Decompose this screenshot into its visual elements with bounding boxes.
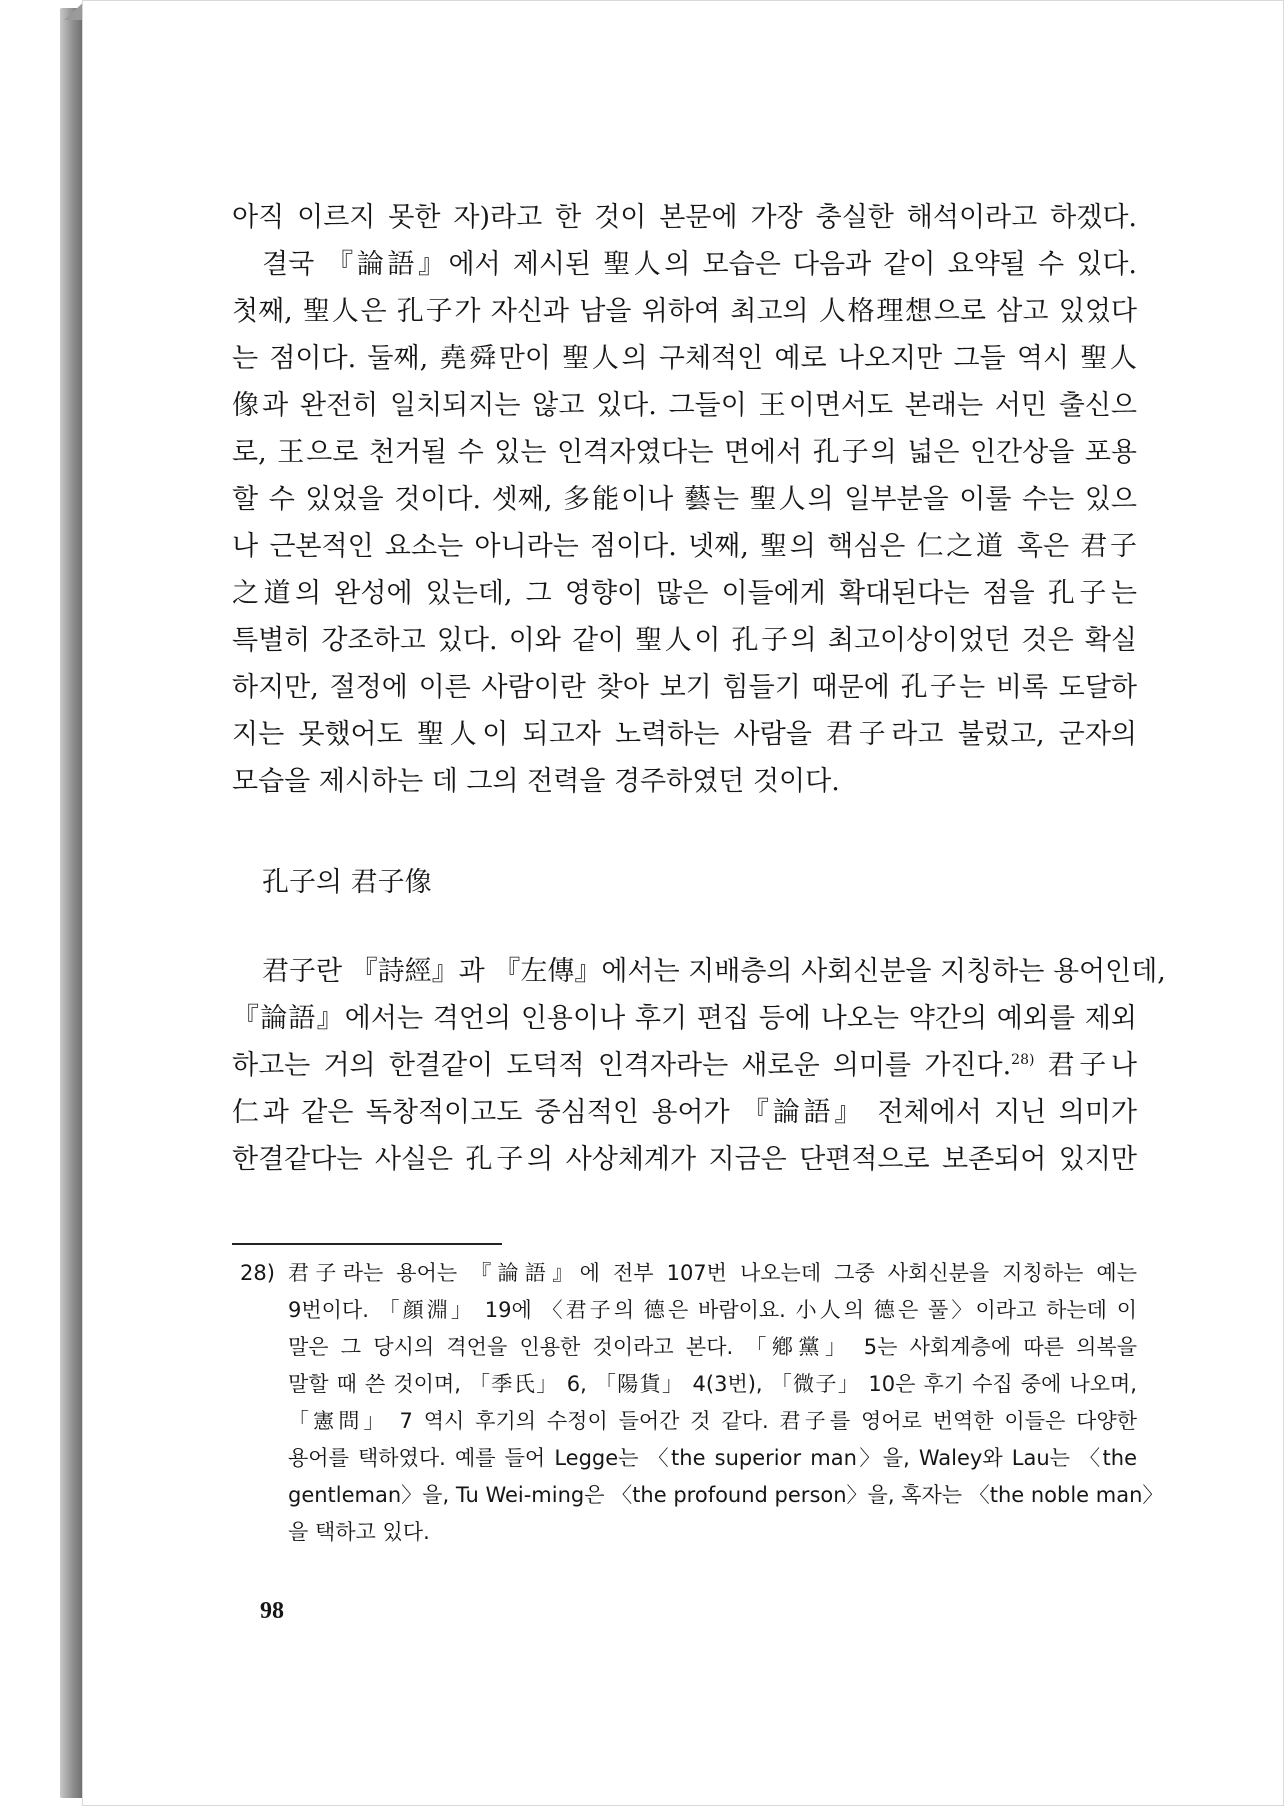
- footnote-line: 「憲問」 7 역시 후기의 수정이 들어간 것 같다. 君子를 영어로 번역한 이들은 다양한: [288, 1409, 1137, 1433]
- text-line: 는 점이다. 둘째, 堯舜만이 聖人의 구체적인 예로 나오지만 그들 역시 聖人: [232, 343, 1137, 374]
- text-line: 仁과 같은 독창적이고도 중심적인 용어가 『論語』 전체에서 지닌 의미가: [232, 1097, 1137, 1128]
- text-line: 지는 못했어도 聖人이 되고자 노력하는 사람을 君子라고 불렀고, 군자의: [232, 719, 1137, 750]
- text-line: 한결같다는 사실은 孔子의 사상체계가 지금은 단편적으로 보존되어 있지만: [232, 1144, 1137, 1175]
- text-line: 첫째, 聖人은 孔子가 자신과 남을 위하여 최고의 人格理想으로 삼고 있었다: [232, 296, 1137, 327]
- text-line: [232, 1046, 1137, 1086]
- footnote-line: 말은 그 당시의 격언을 인용한 것이라고 본다. 「鄕黨」 5는 사회계층에 따른 의복을: [288, 1335, 1137, 1359]
- footnote-line: [240, 1258, 1137, 1288]
- footnote-reference: 28): [1011, 1052, 1035, 1068]
- text-line: 아직 이르지 못한 자)라고 한 것이 본문에 가장 충실한 해석이라고 하겠다.: [232, 202, 1137, 233]
- footnote-line: 을 택하고 있다.: [288, 1520, 430, 1544]
- page-stack-edge: [60, 8, 84, 1798]
- footnote-marker: 28): [240, 1261, 275, 1285]
- section-heading: 孔子의 君子像: [262, 867, 432, 898]
- text-line: 像과 완전히 일치되지는 않고 있다. 그들이 王이면서도 본래는 서민 출신으: [232, 390, 1137, 421]
- text-line: 로, 王으로 천거될 수 있는 인격자였다는 면에서 孔子의 넓은 인간상을 포용: [232, 437, 1137, 468]
- footnote-line: 용어를 택하였다. 예를 들어 Legge는 〈the superior man〉을, Waley와 Lau는 〈the: [288, 1446, 1137, 1470]
- text-segment: 하고는 거의 한결같이 도덕적 인격자라는 새로운 의미를 가진다.: [232, 1050, 1012, 1081]
- footnote-line: 말할 때 쓴 것이며, 「季氏」 6, 「陽貨」 4(3번), 「微子」 10은 후기 수집 중에 나오며,: [288, 1372, 1137, 1396]
- footnote-line: 9번이다. 「顔淵」 19에 〈君子의 德은 바람이요. 小人의 德은 풀〉이라고 하는데 이: [288, 1298, 1137, 1322]
- text-line: 결국 『論語』에서 제시된 聖人의 모습은 다음과 같이 요약될 수 있다.: [262, 249, 1137, 280]
- text-line: 특별히 강조하고 있다. 이와 같이 聖人이 孔子의 최고이상이었던 것은 확실: [232, 625, 1137, 656]
- footnote-text: 君子라는 용어는 『論語』에 전부 107번 나오는데 그중 사회신분을 지칭하는 예는: [287, 1261, 1137, 1285]
- text-line: 之道의 완성에 있는데, 그 영향이 많은 이들에게 확대된다는 점을 孔子는: [232, 578, 1137, 609]
- text-line: 하지만, 절정에 이른 사람이란 찾아 보기 힘들기 때문에 孔子는 비록 도달하: [232, 672, 1137, 703]
- text-line: 모습을 제시하는 데 그의 전력을 경주하였던 것이다.: [232, 766, 840, 797]
- page-number: 98: [260, 1598, 284, 1624]
- footnote-line: gentleman〉을, Tu Wei-ming은 〈the profound person〉을, 혹자는 〈the noble man〉: [288, 1483, 1164, 1507]
- text-line: 나 근본적인 요소는 아니라는 점이다. 넷째, 聖의 핵심은 仁之道 혹은 君子: [232, 531, 1137, 562]
- text-line: 『論語』에서는 격언의 인용이나 후기 편집 등에 나오는 약간의 예외를 제외: [232, 1003, 1137, 1034]
- footnote-separator: [232, 1243, 502, 1245]
- text-segment: 君子나: [1034, 1050, 1137, 1081]
- text-line: 君子란 『詩經』과 『左傳』에서는 지배층의 사회신분을 지칭하는 용어인데,: [262, 956, 1166, 987]
- text-line: 할 수 있었을 것이다. 셋째, 多能이나 藝는 聖人의 일부분을 이룰 수는 있으: [232, 484, 1137, 515]
